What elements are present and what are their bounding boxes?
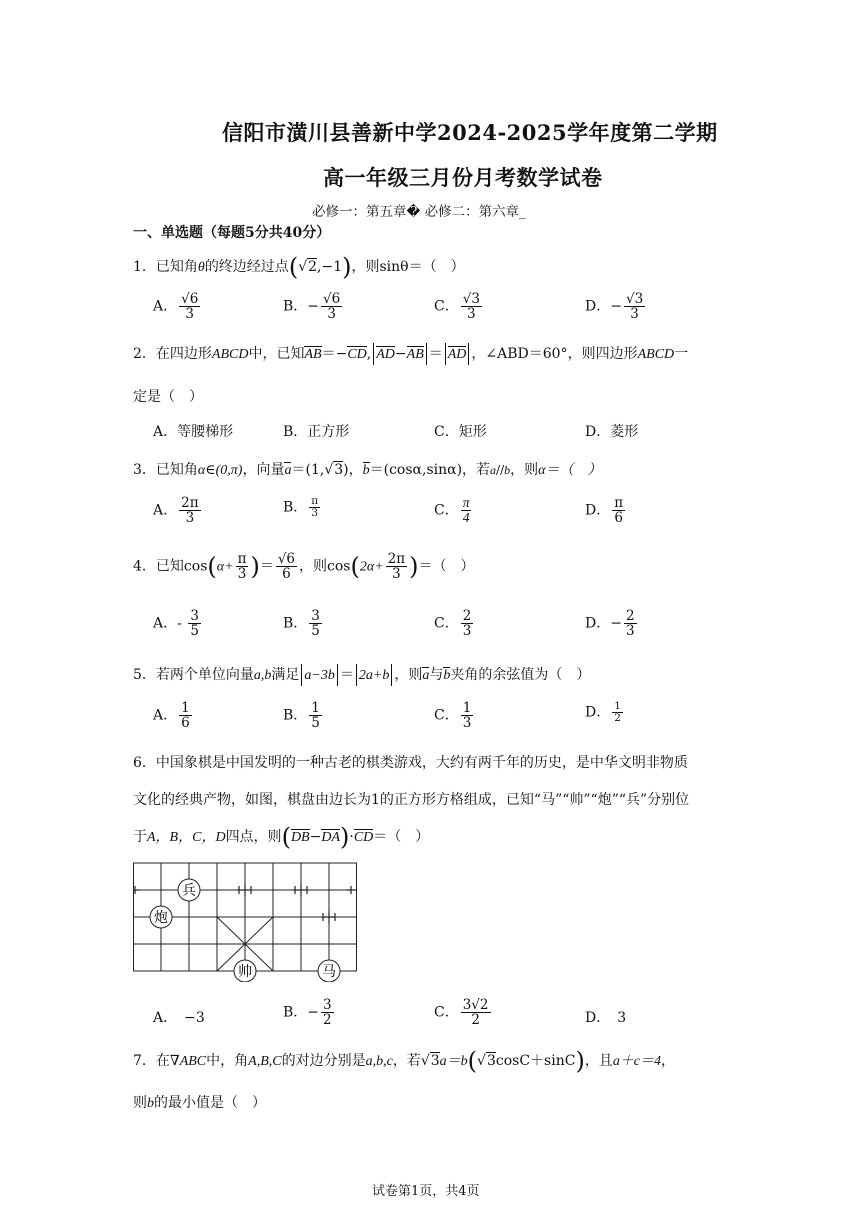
question-7: 7．在∇ABC中，角A,B,C的对边分别是a,b,c，若√3a＝b(√3cosC＋sinC)，且a＋c＝4， [133,1047,676,1075]
q4-option-c[interactable]: C． $\frac{2}{3}$ [434,608,472,640]
q5-option-b[interactable]: B． $\frac{1}{5}$ [283,700,320,732]
q1-mid: 的终边经过点 [204,259,289,275]
q5-option-d[interactable]: D． $\frac{1}{2}$ [585,700,621,725]
piece-pao: 炮 [154,910,168,926]
q1-sin: sinθ [379,259,409,275]
question-6-line-1: 6．中国象棋是中国发明的一种古老的棋类游戏，大约有两千年的历史，是中华文明非物质 [133,755,688,771]
q1-option-b[interactable]: B．− $\frac{√6}{3}$ [283,291,341,323]
page-footer: 试卷第1页，共4页 [372,1184,480,1199]
piece-ma: 马 [322,964,336,980]
q2-option-a[interactable]: A．等腰梯形 [153,424,234,440]
title-line-1: 信阳市潢川县善新中学2024-2025学年度第二学期 [222,120,718,145]
q1-sqrt: 2 [308,259,318,275]
question-6-line-2: 文化的经典产物，如图，棋盘由边长为1的正方形方格组成，已知“马”“帅”“炮”“兵”分别位 [133,792,690,808]
question-2-line-2: 定是（ ） [133,389,203,405]
q6-option-c[interactable]: C． $\frac{3√2}{2}$ [434,997,489,1029]
chess-board-figure [133,862,361,986]
question-1: 1．已知角θ的终边经过点(√2,−1)，则sinθ＝（ ） [133,253,465,281]
question-3: 3．已知角α∈(0,π)，向量a＝(1,√3)，b＝(cosα,sinα)，若a//b，则α＝（ ） [133,462,602,478]
q1-paren-close: ) [342,253,352,281]
q1-option-a[interactable]: A． $\frac{√6}{3}$ [153,291,199,323]
question-6-line-3: 于A，B，C，D四点，则(DB−DA)·CD＝（ ） [133,823,430,851]
question-7-line-2: 则b的最小值是（ ） [133,1095,266,1111]
q1-point-rest: ,−1 [317,259,343,275]
q3-option-b[interactable]: B． $\frac{\pi}{3}$ [283,495,319,520]
q2-option-d[interactable]: D．菱形 [585,424,639,440]
q5-option-a[interactable]: A． $\frac{1}{6}$ [153,700,190,732]
piece-shuai: 帅 [238,964,252,980]
piece-bing: 兵 [182,883,196,899]
q3-option-c[interactable]: C． $\frac{\pi}{4}$ [434,495,470,526]
q1-theta: θ [197,260,205,275]
q3-option-d[interactable]: D． $\frac{\pi}{6}$ [585,495,624,527]
q6-option-a[interactable]: A． −3 [153,1010,205,1026]
q4-option-d[interactable]: D．− $\frac{2}{3}$ [585,608,635,640]
chess-board-svg [133,862,361,982]
q1-then: ，则 [351,259,380,275]
q1-option-c[interactable]: C． $\frac{√3}{3}$ [434,291,480,323]
question-4: 4．已知cos(α+ $\frac{\pi}{3}$ )＝ $\frac{√6}{6}$ ，则cos(2α+ $\frac{2\pi}{3}$ )＝（ ） [133,551,475,583]
q3-option-a[interactable]: A． $\frac{2\pi}{3}$ [153,495,199,527]
q1-paren-open: ( [288,253,299,281]
question-2: 2．在四边形ABCD中，已知AB＝−CD, AD−AB ＝ AD ，∠ABD＝60°，则四边形ABCD一 [133,343,688,365]
q4-option-a[interactable]: A．- $\frac{3}{5}$ [153,608,199,640]
title-line-2: 高一年级三月份月考数学试卷 [323,165,603,190]
q1-prefix: 1．已知角 [133,259,198,275]
q2-option-b[interactable]: B．正方形 [283,424,350,440]
q5-option-c[interactable]: C． $\frac{1}{3}$ [434,700,472,732]
question-5: 5．若两个单位向量a,b满足 a−3b ＝ 2a+b ，则a与b夹角的余弦值为（ ） [133,664,590,686]
q4-option-b[interactable]: B． $\frac{3}{5}$ [283,608,320,640]
q1-tail: ＝（ ） [408,259,465,275]
q6-option-d[interactable]: D． 3 [585,1010,627,1026]
q2-option-c[interactable]: C．矩形 [434,424,487,440]
q1-option-d[interactable]: D．− $\frac{√3}{3}$ [585,291,644,323]
section-heading: 一、单选题（每题5分共40分） [133,225,331,241]
subtitle: 必修一：第五章� 必修二：第六章_ [312,204,526,220]
q6-option-b[interactable]: B．− $\frac{3}{2}$ [283,997,332,1029]
